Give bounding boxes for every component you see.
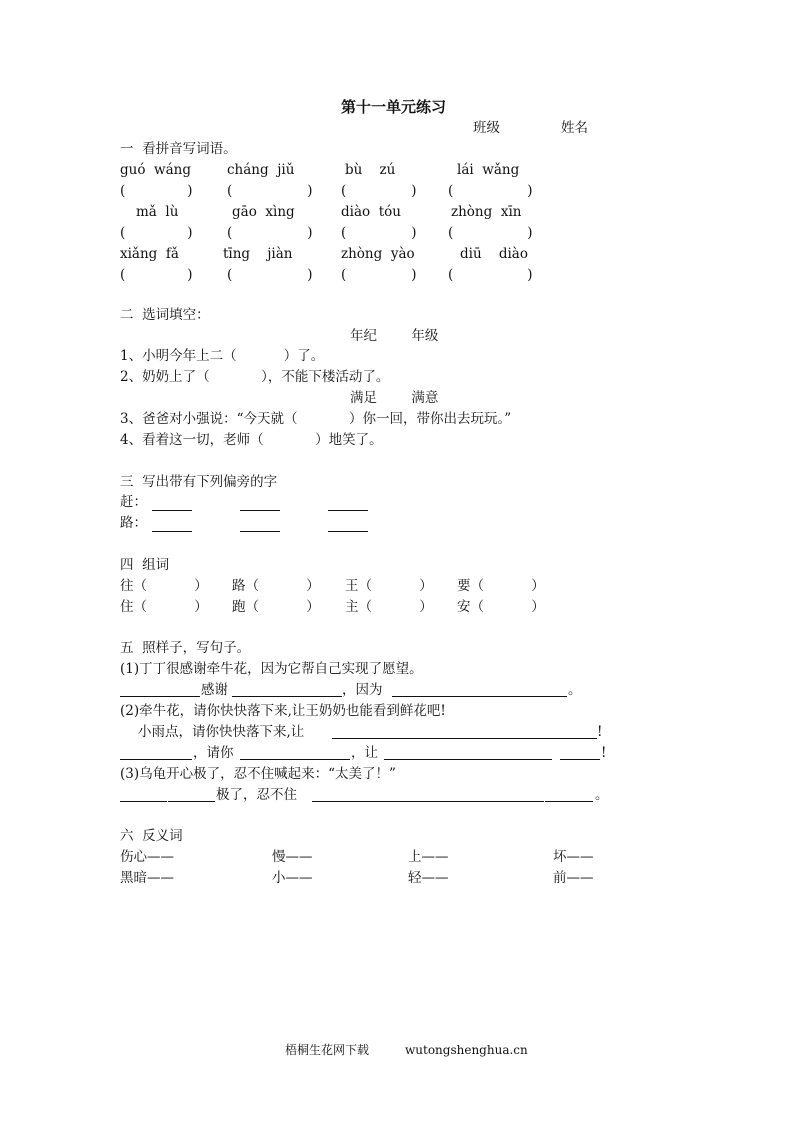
- answer-line[interactable]: [152, 531, 192, 532]
- antonym-item[interactable]: 轻——: [408, 870, 449, 886]
- pinyin: diū diào: [460, 246, 528, 262]
- prompt-text: 。: [568, 682, 582, 698]
- word-blank[interactable]: 跑（ ）: [232, 599, 320, 615]
- answer-line[interactable]: [328, 510, 368, 511]
- answer-line[interactable]: [332, 738, 597, 739]
- answer-blank[interactable]: ( ): [120, 183, 193, 199]
- pinyin: zhòng xīn: [451, 204, 522, 220]
- example-sentence: (3)乌龟开心极了，忍不住喊起来：“太美了！”: [120, 766, 396, 782]
- question[interactable]: 1、小明今年上二（ ）了。: [120, 348, 325, 364]
- word-blank[interactable]: 王（ ）: [345, 578, 433, 594]
- answer-line[interactable]: [312, 801, 544, 802]
- radical-label: 路：: [120, 515, 147, 531]
- answer-line[interactable]: [120, 759, 192, 760]
- answer-blank[interactable]: ( ): [448, 183, 533, 199]
- word-blank[interactable]: 往（ ）: [120, 578, 208, 594]
- section2-heading: 二 选词填空：: [120, 307, 210, 323]
- prompt-text: 小雨点，请你快快落下来,让: [138, 724, 305, 740]
- word-blank[interactable]: 住（ ）: [120, 599, 208, 615]
- question[interactable]: 4、看着这一切，老师（ ）地笑了。: [120, 432, 383, 448]
- example-sentence: (1)丁丁很感谢牵牛花，因为它帮自己实现了愿望。: [120, 661, 423, 677]
- answer-line[interactable]: [560, 759, 600, 760]
- prompt-text: !: [597, 724, 603, 740]
- question[interactable]: 2、奶奶上了（ ），不能下楼活动了。: [120, 369, 390, 385]
- pinyin: diào tóu: [341, 204, 401, 220]
- answer-blank[interactable]: ( ): [227, 267, 313, 283]
- pinyin: gāo xìng: [232, 204, 295, 220]
- answer-line[interactable]: [232, 696, 342, 697]
- word-blank[interactable]: 安（ ）: [457, 599, 545, 615]
- word-choices: 满足 满意: [350, 390, 439, 406]
- answer-line[interactable]: [152, 510, 192, 511]
- answer-blank[interactable]: ( ): [120, 225, 193, 241]
- answer-line[interactable]: [392, 696, 567, 697]
- example-sentence: (2)牵牛花，请你快快落下来,让王奶奶也能看到鲜花吧!: [120, 703, 446, 719]
- answer-line[interactable]: [384, 759, 552, 760]
- answer-line[interactable]: [328, 531, 368, 532]
- answer-line[interactable]: [545, 801, 593, 802]
- pinyin: zhòng yào: [341, 246, 415, 262]
- answer-blank[interactable]: ( ): [341, 267, 417, 283]
- answer-line[interactable]: [120, 696, 200, 697]
- answer-line[interactable]: [240, 510, 280, 511]
- antonym-item[interactable]: 前——: [553, 870, 594, 886]
- section5-heading: 五 照样子，写句子。: [120, 640, 251, 656]
- antonym-item[interactable]: 小——: [272, 870, 313, 886]
- answer-line[interactable]: [168, 801, 215, 802]
- prompt-text: ，请你: [193, 745, 234, 761]
- section6-heading: 六 反义词: [120, 828, 183, 844]
- section3-heading: 三 写出带有下列偏旁的字: [120, 474, 278, 490]
- word-blank[interactable]: 要（ ）: [457, 578, 545, 594]
- antonym-item[interactable]: 上——: [408, 849, 449, 865]
- pinyin: mǎ lù: [136, 204, 179, 220]
- prompt-text: 。: [595, 787, 609, 803]
- answer-blank[interactable]: ( ): [341, 225, 417, 241]
- word-choices: 年纪 年级: [350, 328, 439, 344]
- antonym-item[interactable]: 慢——: [272, 849, 313, 865]
- footer-url[interactable]: wutongshenghua.cn: [405, 1043, 528, 1057]
- answer-blank[interactable]: ( ): [227, 225, 313, 241]
- answer-line[interactable]: [240, 531, 280, 532]
- answer-line[interactable]: [240, 759, 350, 760]
- pinyin: lái wǎng: [457, 162, 520, 178]
- section1-heading: 一 看拼音写词语。: [120, 141, 237, 157]
- pinyin: xiǎng fǎ: [120, 246, 179, 262]
- answer-blank[interactable]: ( ): [227, 183, 313, 199]
- answer-blank[interactable]: ( ): [448, 225, 533, 241]
- footer-site-name: 梧桐生花网下载: [285, 1043, 370, 1057]
- prompt-text: ，因为: [342, 682, 383, 698]
- antonym-item[interactable]: 坏——: [553, 849, 594, 865]
- question[interactable]: 3、爸爸对小强说：“今天就（ ）你一回，带你出去玩玩。”: [120, 411, 512, 427]
- answer-line[interactable]: [120, 801, 167, 802]
- antonym-item[interactable]: 黑暗——: [120, 870, 174, 886]
- pinyin: cháng jiǔ: [227, 162, 295, 178]
- pinyin: tīng jiàn: [223, 246, 293, 262]
- prompt-text: ，让: [351, 745, 378, 761]
- pinyin: guó wáng: [120, 162, 191, 178]
- answer-blank[interactable]: ( ): [448, 267, 533, 283]
- prompt-text: 感谢: [201, 682, 228, 698]
- name-label: 姓名: [561, 120, 588, 136]
- section4-heading: 四 组词: [120, 557, 170, 573]
- answer-blank[interactable]: ( ): [120, 267, 193, 283]
- page-title: 第十一单元练习: [341, 98, 447, 116]
- answer-blank[interactable]: ( ): [341, 183, 417, 199]
- class-label: 班级: [473, 120, 500, 136]
- word-blank[interactable]: 路（ ）: [232, 578, 320, 594]
- prompt-text: 极了，忍不住: [216, 787, 297, 803]
- word-blank[interactable]: 主（ ）: [345, 599, 433, 615]
- radical-label: 赶：: [120, 494, 147, 510]
- pinyin: bù zú: [345, 162, 396, 178]
- antonym-item[interactable]: 伤心——: [120, 849, 174, 865]
- prompt-text: !: [601, 745, 607, 761]
